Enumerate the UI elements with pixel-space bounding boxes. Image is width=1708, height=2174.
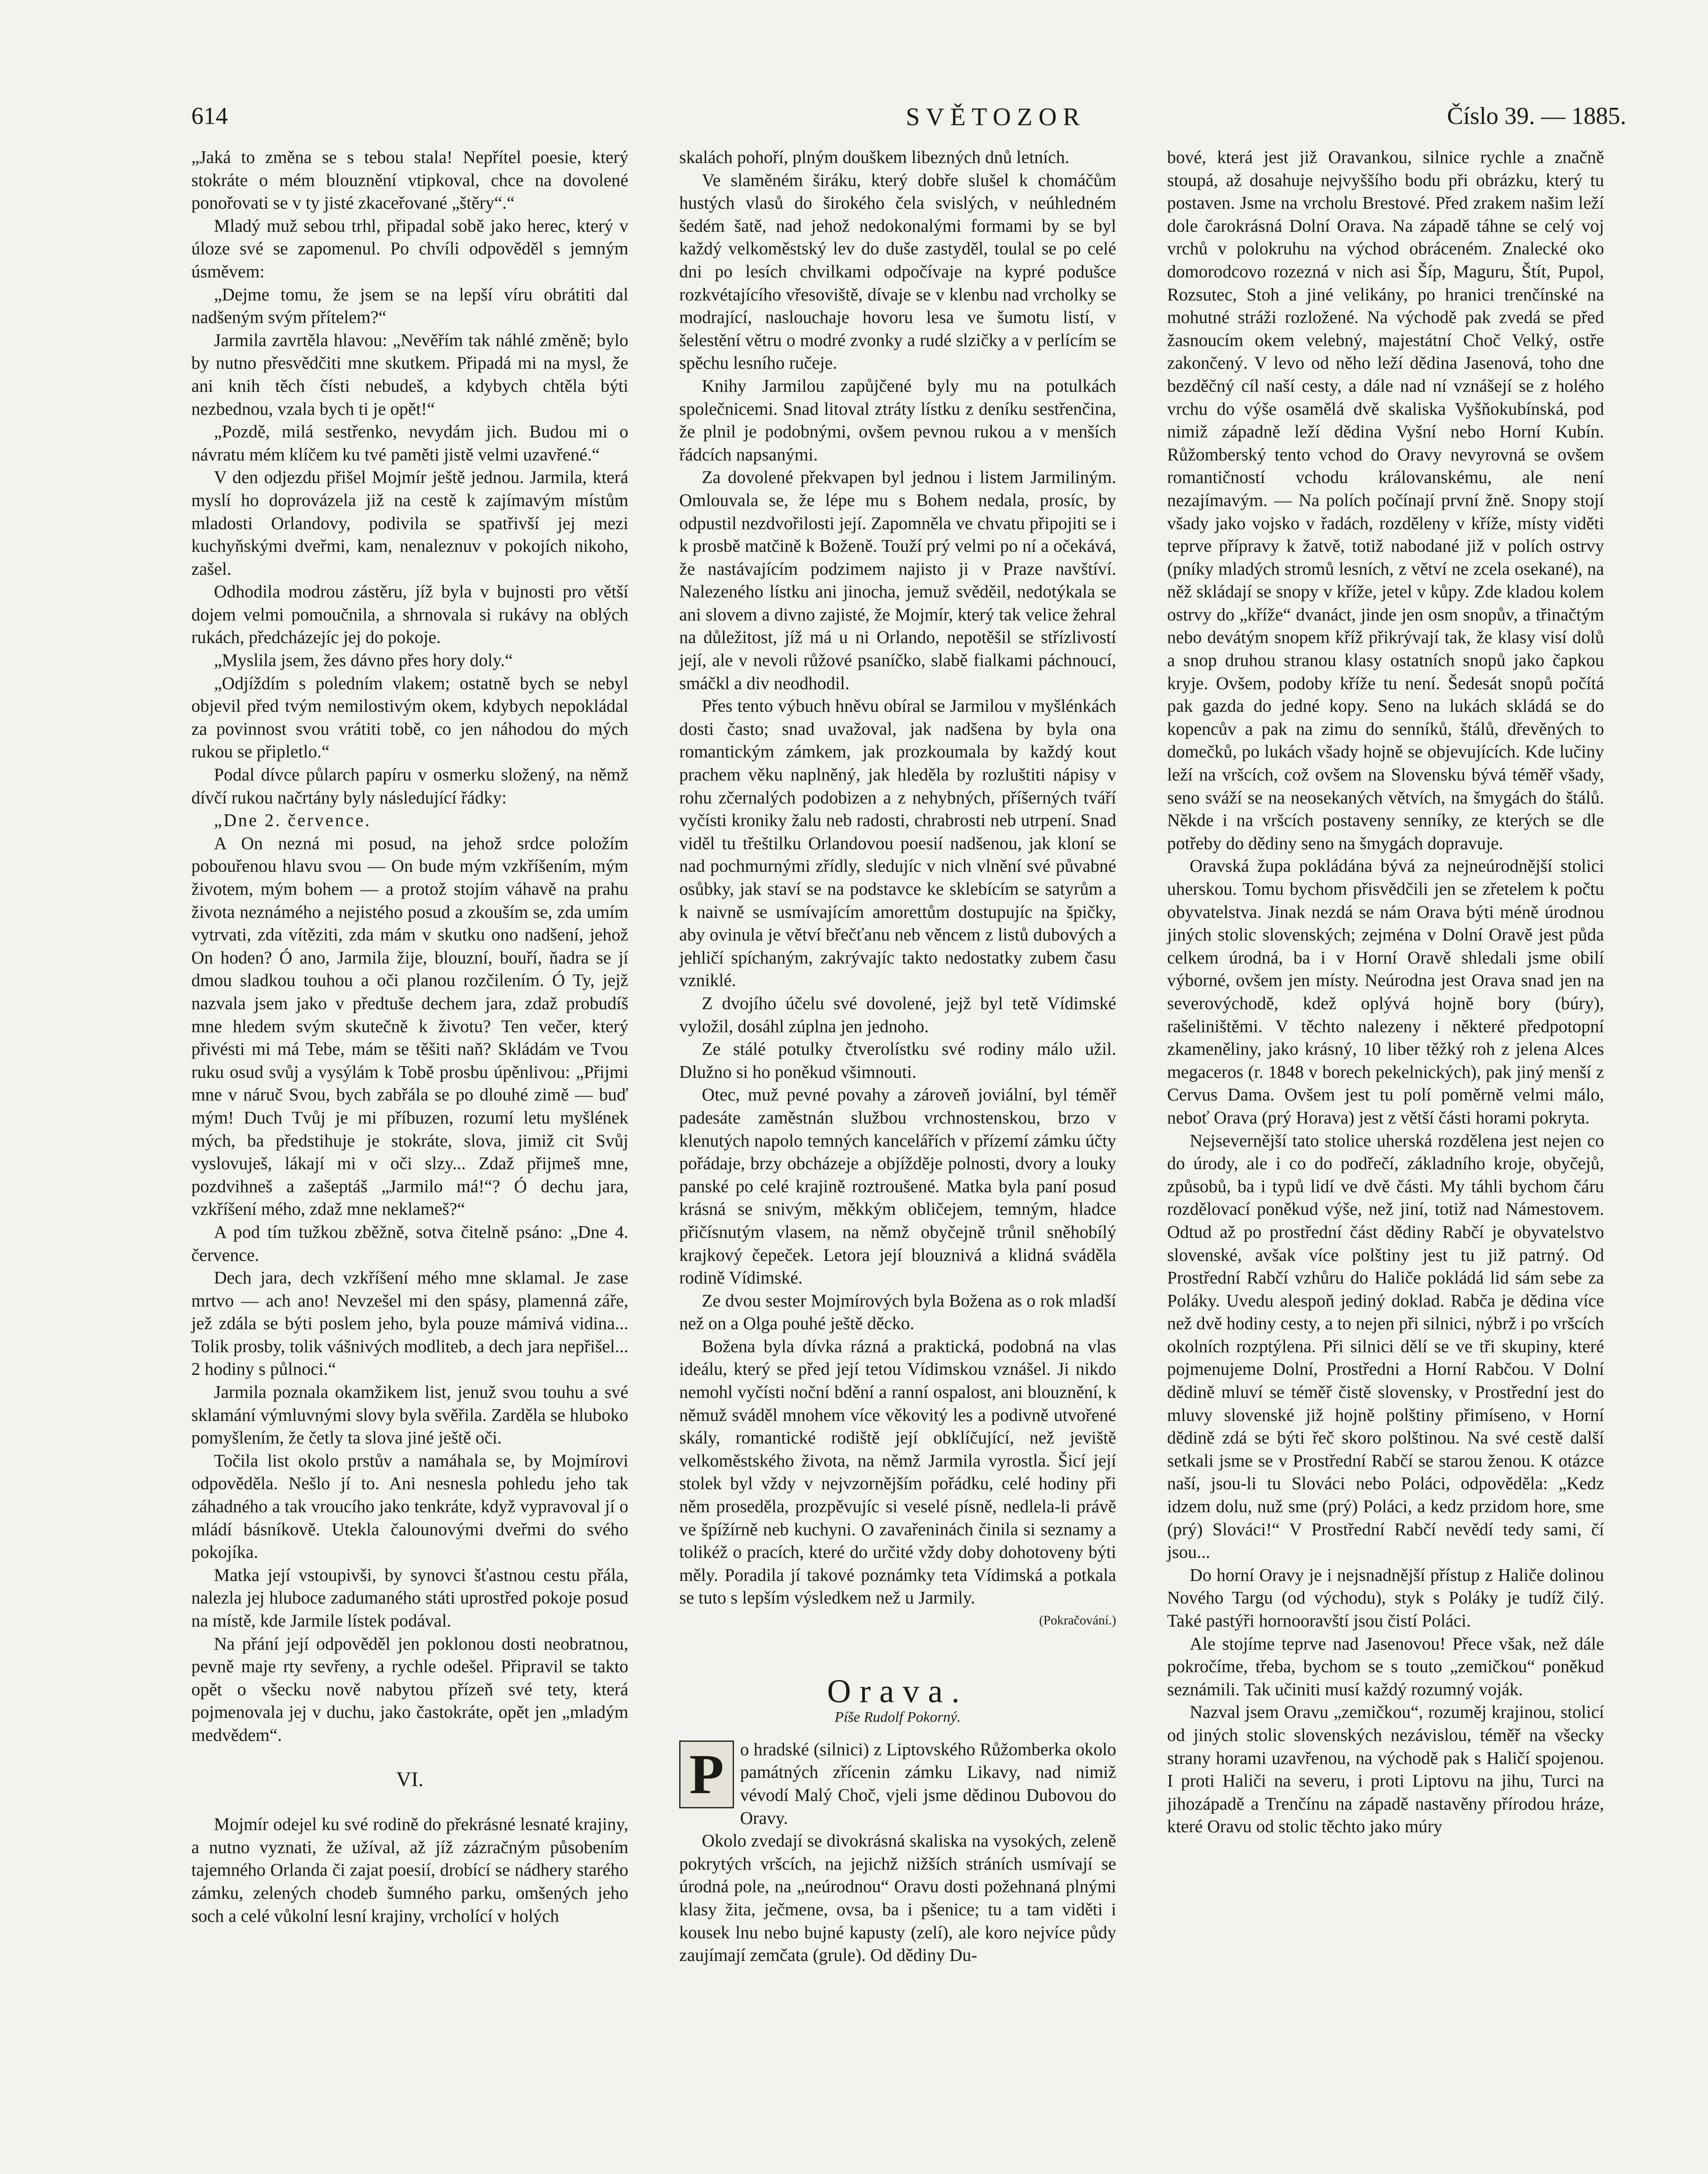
paragraph: Dech jara, dech vzkříšení mého mne sklamal. Je zase mrtvo — ach ano! Nevzešel mi den spásy, plamenná záře, jež zdála se býti poslem jeho, byla pouze mámivá vidina... Tolik prosby, tolik vášnivých modliteb, a dech jara nepřišel... 2 hodiny s půlnoci.“ bbox=[191, 1267, 628, 1379]
journal-title: SVĚTOZOR bbox=[906, 103, 1086, 131]
paragraph: Ale stojíme teprve nad Jasenovou! Přece však, než dále pokročíme, třeba, bychom se s touto „zemičkou“ poněkud seznámili. Tak učiniti musí každý rozumný voják. bbox=[1167, 1633, 1604, 1699]
paragraph: Oravská župa pokládána bývá za nejneúrodnější stolici uherskou. Tomu bychom přisvědčili jen se zřetelem k počtu obyvatelstva. Jinak nezdá se nám Orava býti méně úrodnou jiných stolic slovenských; zejména v Dolní Oravě jest půda celkem úrodná, ba i v Horní Oravě shledali jsme obilí výborné, ovšem jen místy. Neúrodna jest Orava snad jen na severovýchodě, kdež oplývá hojně bory (búry), rašeliništěmi. V těchto nalezeny i některé předpotopní zkameněliny, jako krásný, 10 liber těžký roh z jelena Alces megaceros (r. 1848 v borech pekelnických), pak jiný menší z Cervus Dama. Ovšem jest tu polí poměrně velmi málo, neboť Orava (prý Horava) jest z větší části horami pokryta. bbox=[1167, 856, 1604, 1127]
paragraph: Okolo zvedají se divokrásná skaliska na vysokých, zeleně pokrytých vršcích, na jejichž nižších stráních usmívají se úrodná pole, na „neúrodnou“ Oravu dosti požehnaná plnými klasy žita, ječmene, ovsa, ba i pšenice; tu a tam viděti i kousek lnu nebo bujné kapusty (zelí), ale koro nejvíce půdy zaujímají zemčata (grule). Od dědiny Du- bbox=[679, 1831, 1116, 1965]
paragraph: „Odjíždím s poledním vlakem; ostatně bych se nebyl objevil před tvým nemilostivým okem, kdybych nepokládal za povinnost svou vrátiti tobě, co jen náhodou do mých rukou se připletlo.“ bbox=[191, 673, 628, 762]
column-3 bbox=[1167, 146, 1604, 2174]
paragraph: „Pozdě, milá sestřenko, nevydám jich. Budou mi o návratu mém klíčem ku tvé paměti jistě velmi uzavřené.“ bbox=[191, 421, 628, 464]
paragraph: Za dovolené překvapen byl jednou i listem Jarmiliným. Omlouvala se, že lépe mu s Bohem nedala, prosíc, by odpustil nezdvořilosti její. Zapomněla ve chvatu připojiti se i k prosbě matčině k Boženě. Touží prý velmi po ní a očekává, že nastávajícím podzimem najisto ji v Praze navštíví. Nalezeného lístku ani jinocha, jemuž svěděil, nedotýkala se ani slovem a divno zajisté, že Mojmír, který tak velice žehral na důležitost, jíž má u ni Orlando, nepotěšil se střízlivostí její, ale v nevoli růžové psaníčko, slabě fialkami páchnoucí, smáčkl a div neodhodil. bbox=[679, 467, 1116, 693]
article-title: Orava. bbox=[827, 1673, 968, 1710]
paragraph: Ve slaměném širáku, který dobře slušel k chomáčům hustých vlasů do širokého čela svislých, v neúhledném šedém šatě, nad jehož nedokonalými formami by se byl každý velkoměstský lev do duše zastyděl, toulal se po celé dni po lesích chvilkami odpočívaje na kypré podušce rozkvétajícího vřesoviště, dívaje se v klenbu nad vrcholky se modrající, naslouchaje hovoru lesa ve šumotu listí, v šelestění větru o modré zvonky a rudé slzičky a v perlícím se spěchu lesního ručeje. bbox=[679, 170, 1116, 373]
column-1 bbox=[191, 146, 628, 2167]
paragraph: A On nezná mi posud, na jehož srdce položím pobouřenou hlavu svou — On bude mým vzkříšením, mým životem, mým bohem — a protož stojím váhavě na prahu života neznámého a nejistého posud a zkouším se, zda umím vytrvati, zda vítěziti, zda mám v skutku ono nadšení, jehož On hoden? Ó ano, Jarmila žije, blouzní, bouří, ňadra se jí dmou sladkou touhou a oči planou rozčilením. Ó Ty, jejž nazvala jsem jako v předtuše dechem jara, zdaž probudíš mne hledem svým skutečně k životu? Ten večer, který přivésti mi má Tebe, mám se těšiti naň? Skládám ve Tvou ruku osud svůj a vysýlám k Tobě prosbu úpěnlivou: „Přijmi mne v náruč Svou, bych zabřála se po dlouhé zimě — buď mým! Duch Tvůj je mi příbuzen, rozumí letu myšlének mých, ba předstihuje je stokráte, slova, jimiž cit Svůj vyslovuješ, lákají mi v oči slzy... Zdaž přijmeš mne, pozdvihneš a zašeptáš „Jarmilo má!“? Ó dechu jara, vzkříšení mého, zdaž mne neklameš?“ bbox=[191, 833, 628, 1219]
paragraph: Jarmila poznala okamžikem list, jenuž svou touhu a své sklamání výmluvnými slovy byla svěřila. Zarděla se hluboko pomyšlením, že četly ta slova jiné ještě oči. bbox=[191, 1382, 628, 1448]
paragraph: Nejsevernější tato stolice uherská rozdělena jest nejen co do úrody, ale i co do podřečí, základního kroje, obyčejů, způsobů, ba i typů lidí ve dvě části. My táhli bychom čáru rozdělovací poněkud výše, než jiní, totiž nad Námestovem. Odtud až po prostřední část dědiny Rabčí je obyvatelstvo slovenské, avšak více polštiny jest tu již patrný. Od Prostřední Rabčí vzhůru do Haliče pokládá lid sám sebe za Poláky. Uvedu alespoň jediný doklad. Rabča je dědina více než dvě hodiny cesty, a to nejen při silnici, nýbrž i po vršcích okolních rozptýlena. Při silnici dělí se ve tři skupiny, které pojmenujeme Dolní, Prostředni a Horní Rabčou. V Dolní dědině mluví se téměř čistě slovensky, v Prostřední jest do mluvy slovenské již hojně polštiny přimíseno, v Horní dědině zdá se býti řeč skoro polštinou. Na své cestě další setkali jsme se v Prostřední Rabčí se starou ženou. K otázce naší, jsou-li tu Slováci nebo Poláci, odpověděla: „Kedz idzem dolu, nuž sme (prý) Poláci, a kedz przidom hore, sme (prý) Slováci!“ V Prostřední Rabčí nevědí tedy sami, čí jsou... bbox=[1167, 1130, 1604, 1562]
paragraph: Božena byla dívka rázná a praktická, podobná na vlas ideálu, který se před její tetou Vídimskou vznášel. Ji nikdo nemohl vyčísti noční bdění a ranní ospalost, ani blouznění, k němuž sváděl mnohem více věkovitý les a podivně utvořené skály, romantické rodiště její obklíčující, než jeviště velkoměstského života, na němž Jarmila vyrostla. Šicí její stolek byl vždy v nejvzornějším pořádku, celé hodiny při něm proseděla, prozpěvujíc si veselé písně, nedlela-li právě ve špížírně neb kuchyni. O zavařeninách činila si seznamy a tolikéž o pracích, které do určité vždy doby dohotoveny býti měly. Poradila jí takové poznámky teta Vídimská a potkala se tuto s lepším výsledkem než u Jarmily. bbox=[679, 1336, 1116, 1608]
paragraph: Odhodila modrou zástěru, jíž byla v bujnosti pro větší dojem velmi pomoučnila, a shrnovala si rukávy na oblých rukách, předcházejíc jej do pokoje. bbox=[191, 581, 628, 647]
paragraph: Točila list okolo prstův a namáhala se, by Mojmírovi odpověděla. Nešlo jí to. Ani nesnesla pohledu jeho tak záhadného a tak vroucího jako tenkráte, když vypravoval jí o mládí básníkově. Utekla čalounovými dveřmi do svého pokojíka. bbox=[191, 1450, 628, 1562]
paragraph: Nazval jsem Oravu „zemičkou“, rozuměj krajinou, stolicí od jiných stolic slovenských nezávislou, téměř na všecky strany horami uzavřenou, na východě pak s Haličí spojenou. I proti Haliči na severu, i proti Liptovu na jihu, Turci na jihozápadě a Trenčínu na západě nastavěny přírodou hráze, které Oravu od stolic těchto jako múry bbox=[1167, 1702, 1604, 1837]
paragraph: A pod tím tužkou zběžně, sotva čitelně psáno: „Dne 4. července. bbox=[191, 1221, 628, 1265]
paragraph: „Myslila jsem, žes dávno přes hory doly.“ bbox=[214, 650, 513, 670]
paragraph: Mojmír odejel ku své rodině do překrásné lesnaté krajiny, a nutno vyznati, že užíval, až jíž zázračným působením tajemného Orlanda či zajat poesií, drobící se nádhery starého zámku, zelených chodeb šumného parku, omšených jeho soch a celé vůkolní lesní krajiny, vrcholící v holých bbox=[191, 1814, 628, 1926]
paragraph: bové, která jest již Oravankou, silnice rychle a značně stoupá, až dosahuje nejvyššího bodu při obrázku, který tu postaven. Jsme na vrcholu Brestové. Před zrakem našim leží dole čarokrásná Dolní Orava. Na západě táhne se celý voj vrchů v polokruhu na východ obráceném. Znalecké oko domorodcovo rozezná v nich asi Šíp, Maguru, Štít, Pupol, Rozsutec, Stoh a jiné velikány, po hranici trenčínské na mohutné stráži rozložené. Na východě pak zvedá se před žasnoucím okem velebný, majestátní Choč Velký, ostře zakončený. V levo od něho leží dědina Jasenová, toho dne bezděčný cíl naší cesty, a dále nad ní vznášejí se z holého vrchu do výše osamělá dvě skaliska Vyšňokubínská, pod nimiž západně leží dědina Vyšní nebo Horní Kubín. Růžomberský tento vchod do Oravy nevyrovná se ovšem romantičností vchodu královanskému, ale není nezajímavým. — Na polích počínají první žně. Snopy stojí všady jako vojsko v řadách, rozděleny v kříže, místy viděti teprve přípravy k žatvě, totiž nabodané již v polích ostrvy (pníky mladých stromů lesních, z větví ne zcela osekané), na něž skládají se snopy v kříže, jetel v kůpy. Zde kladou kolem ostrvy do „kříže“ dvanáct, jinde jen osm snopův, a třinačtým nebo devátým snopem kříž přikrývají tak, že klasy visí dolů a snop druhou stranou klasy ostatních snopů jako čapkou kryje. Ovšem, podoby kříže tu není. Šedesát snopů počítá pak gazda do jedné kopy. Seno na lukách skládá se do kopencův a pak na zimu do senníků, štálů, dřevěných to domečků, po lukách všady hojně se objevujících. Kde lučiny leží na vršcích, což ovšem na Slovensku bývá téměř všady, seno sváží se na neosekaných větvích, na šmygách do štálů. Někde i na vršcích postaveny senníky, ze kterých se dle potřeby do dědiny seno na šmygách dopravuje. bbox=[1167, 147, 1604, 853]
paragraph: Ze stálé potulky čtverolístku své rodiny málo užil. Dlužno si ho poněkud všimnouti. bbox=[679, 1039, 1116, 1082]
page-number: 614 bbox=[191, 103, 228, 130]
paragraph: Do horní Oravy je i nejsnadnější přístup z Haliče dolinou Nového Targu (od východu), styk s Poláky je tudíž čilý. Také pastýři hornooravští jsou čistí Poláci. bbox=[1167, 1564, 1604, 1630]
paragraph: Knihy Jarmilou zapůjčené byly mu na potulkách společnicemi. Snad litoval ztráty lístku z deníku sestřenčina, že plnil je podobnými, ovšem pevnou rukou a v menších řádcích napsanými. bbox=[679, 375, 1116, 464]
paragraph: V den odjezdu přišel Mojmír ještě jednou. Jarmila, která myslí ho doprovázela již na cestě k zajímavým místům mladosti Orlandovy, podivila se spatřivší jej mezi kuchyňskými dveřmi, kam, nenaleznuv v pokojích nikoho, zašel. bbox=[191, 467, 628, 579]
paragraph-with-dropcap bbox=[679, 1738, 1116, 1829]
article-byline: Píše Rudolf Pokorný. bbox=[834, 1709, 961, 1726]
section-heading: VI. bbox=[396, 1767, 424, 1791]
paragraph-text: o hradské (silnici) z Liptovského Růžomberka okolo památných zřícenin zámku Likavy, nad nimiž vévodí Malý Choč, vjeli jsme dědinou Dubovou do Oravy. bbox=[740, 1739, 1116, 1828]
column-2 bbox=[679, 146, 1116, 2174]
paragraph: Matka její vstoupivši, by synovci šťastnou cestu přála, nalezla jej hluboce zadumaného státi uprostřed pokoje posud na místě, kde Jarmile lístek podával. bbox=[191, 1564, 628, 1630]
paragraph: Na přání její odpověděl jen poklonou dosti neobratnou, pevně maje rty sevřeny, a rychle odešel. Připravil se takto opět o všecku nově nabytou přízeň své tety, která pojmenovala jej v duchu, jako častokráte, opět jen „mladým medvědem“. bbox=[191, 1633, 628, 1745]
paragraph: „Jaká to změna se s tebou stala! Nepřítel poesie, který stokráte o mém blouznění vtipkoval, chce na dovolené ponořovati se v ty jisté zkaceřované „štěry“.“ bbox=[191, 147, 628, 213]
paragraph: Ze dvou sester Mojmírových byla Božena as o rok mladší než on a Olga pouhé ještě děcko. bbox=[679, 1290, 1116, 1334]
paragraph: „Dejme tomu, že jsem se na lepší víru obrátiti dal nadšeným svým přítelem?“ bbox=[191, 284, 628, 327]
continuation-note: (Pokračování.) bbox=[1039, 1613, 1116, 1627]
diary-date: „Dne 2. července. bbox=[214, 810, 371, 830]
issue-info: Číslo 39. — 1885. bbox=[1447, 103, 1626, 130]
paragraph: Mladý muž sebou trhl, připadal sobě jako herec, který v úloze své se zapomenul. Po chvíli odpověděl s jemným úsměvem: bbox=[191, 215, 628, 281]
paragraph: skalách pohoří, plným douškem libezných dnů letních. bbox=[679, 147, 1070, 167]
paragraph: Z dvojího účelu své dovolené, jejž byl tetě Vídimské vyložil, dosáhl zúplna jen jednoho. bbox=[679, 993, 1116, 1036]
paragraph: Podal dívce půlarch papíru v osmerku složený, na němž dívčí rukou načrtány byly následující řádky: bbox=[191, 764, 628, 807]
paragraph: Otec, muž pevné povahy a zároveň joviální, byl téměř padesáte zaměstnán službou vrchnostenskou, brzo v klenutých napolo temných kancelářích v přízemí zámku účty pořádaje, brzy obcházeje a objížděje polnosti, dvory a louky panské po celé krajině roztroušené. Matka byla paní posud krásná se snivým, měkkým obličejem, temným, hladce přičísnutým vlasem, na němž obyčejně trůnil sněhobílý krajkový čepeček. Letora její blouznivá a klidná sváděla rodině Vídimské. bbox=[679, 1084, 1116, 1288]
paragraph: Jarmila zavrtěla hlavou: „Nevěřím tak náhlé změně; bylo by nutno přesvědčiti mne skutkem. Připadá mi na mysl, že ani knih těch čísti nebudeš, a kdybych chtěla býti nezbednou, vzala bych ti je opět!“ bbox=[191, 330, 628, 419]
page-header bbox=[191, 102, 1626, 137]
dropcap-initial: P bbox=[679, 1741, 734, 1808]
paragraph: Přes tento výbuch hněvu obíral se Jarmilou v myšlénkách dosti často; snad uvažoval, jak nadšena by byla ona romantickým zámkem, jak prozkoumala by každý kout prachem věku naplněný, jak hleděla by rozluštiti nápisy v rohu zčernalých podobizen a z nehybných, příšerných tváří vyčísti kroniky žalu neb radosti, chrabrosti neb utrpení. Snad viděl tu třeštilku Orlandovou poesií nadšenou, jak kloní se nad pochmurnými zřídly, sledujíc v nich vlnění své půvabné osůbky, jak staví se na podstavce ke sklebícím se satyrům a k naivně se usmívajícím amorettům dostupujíc na špičky, aby ovinula je větví břečťanu neb věncem z listů dubových a jehličí spíchaným, zakrývajíc takto nedostatky zubem času vzniklé. bbox=[679, 696, 1116, 990]
